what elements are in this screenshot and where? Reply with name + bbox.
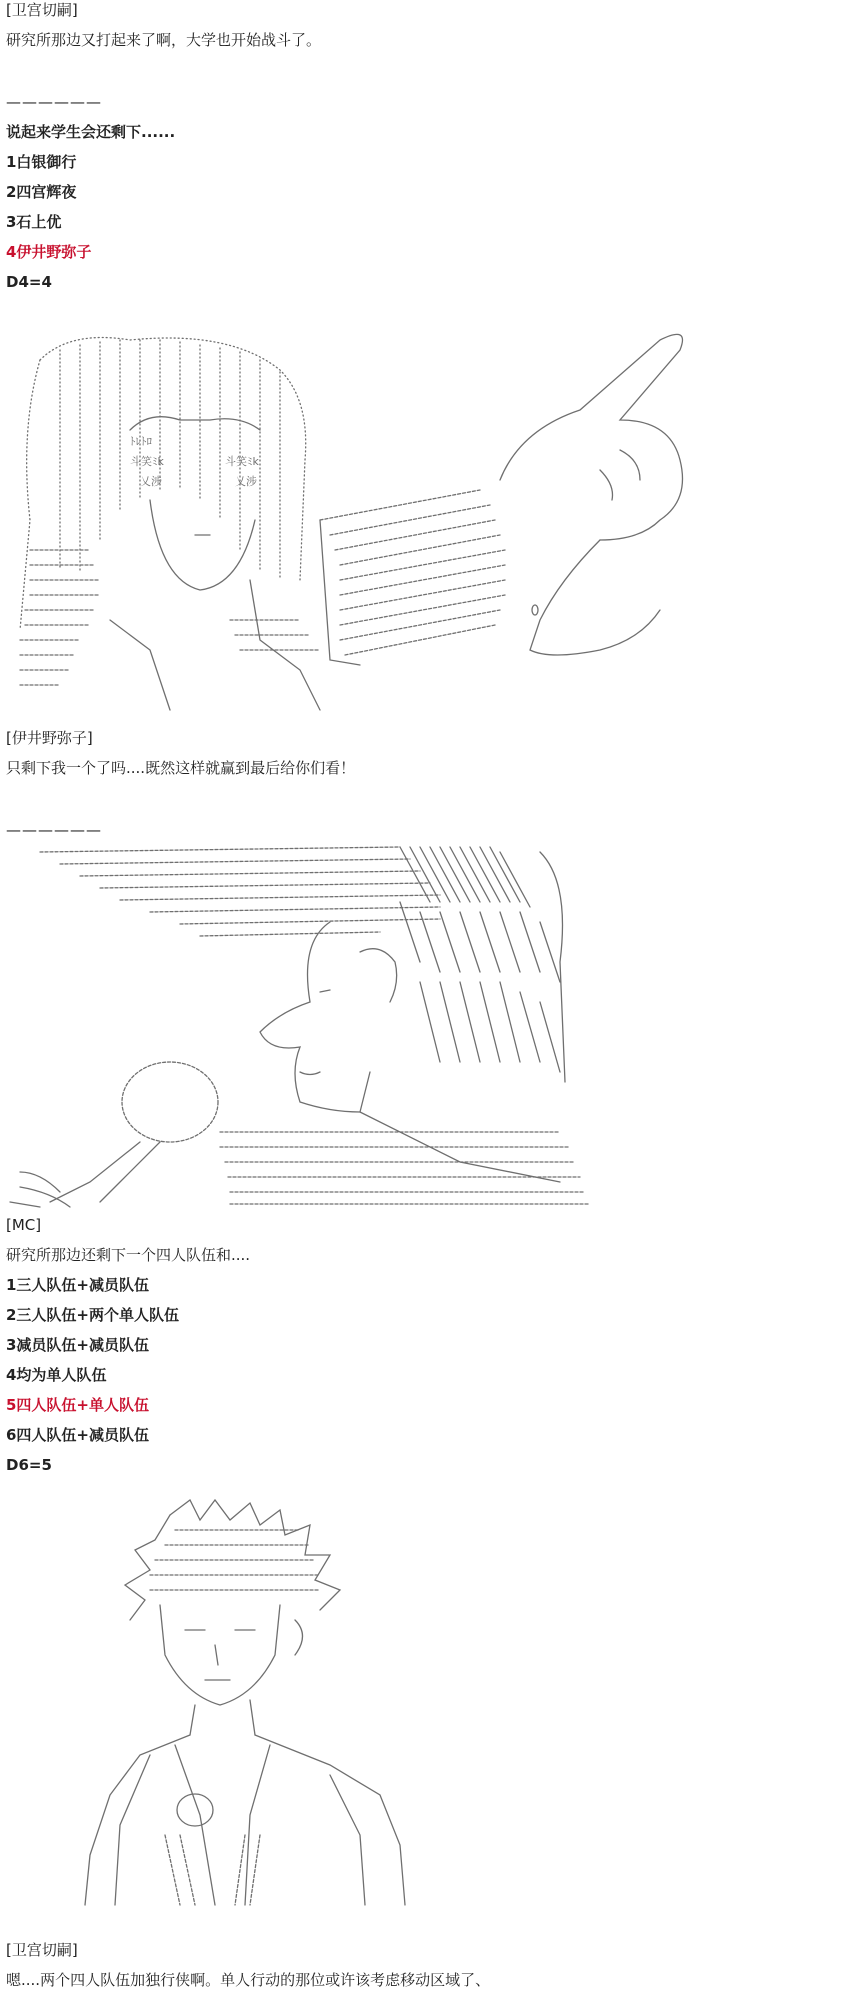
ear-line [295, 1620, 303, 1655]
ascii-art-mic-man [0, 842, 620, 1212]
hand-lower [530, 540, 660, 655]
roll-result: D6=5 [6, 1456, 52, 1474]
roll-option: 4均为单人队伍 [6, 1366, 107, 1384]
neck-lines [190, 1700, 255, 1735]
hair-hatch-top [400, 847, 530, 907]
sleeve-lines [115, 1755, 365, 1905]
roll-option-selected: 4伊井野弥子 [6, 243, 92, 261]
ascii-art-standing-man [0, 1495, 480, 1915]
nose-mouth [205, 1645, 230, 1680]
dialogue-line: 只剩下我一个了吗....既然这样就赢到最后给你们看！ [6, 759, 356, 777]
roll-option: 1白银御行 [6, 153, 77, 171]
face-text-right-eye: 斗笑ﾐk [225, 455, 259, 468]
shoulder-stripes [230, 620, 320, 650]
roll-result: D4=4 [6, 273, 52, 291]
sleeve-edge [320, 520, 360, 665]
pointing-girl-figure [0, 320, 720, 720]
section-divider: —————— [6, 93, 102, 111]
narration-line: 研究所那边还剩下一个四人队伍和.... [6, 1246, 251, 1264]
microphone-handle [50, 1142, 160, 1202]
roll-option: 2四宫辉夜 [6, 183, 77, 201]
dialogue-line: 嗯....两个四人队伍加独行侠啊。单人行动的那位或许该考虑移动区域了、 [6, 1971, 491, 1989]
hair-left-outline [20, 360, 40, 630]
ascii-art-pointing-girl [0, 320, 720, 720]
finger-lines [600, 450, 640, 500]
roll-option: 1三人队伍+减员队伍 [6, 1276, 150, 1294]
ear-line [360, 949, 397, 1002]
speaker-tag: [MC] [6, 1216, 42, 1234]
roll-prompt: 说起来学生会还剩下...... [6, 123, 176, 141]
hair-stripes-left [20, 550, 100, 685]
face-outline [160, 1605, 280, 1705]
face-text-left: ﾄﾚﾄﾛ [130, 435, 152, 448]
hand-lines [10, 1172, 70, 1207]
hair-hatch-low [420, 982, 560, 1072]
roll-option: 3减员队伍+减员队伍 [6, 1336, 150, 1354]
speaker-tag: [卫宫切嗣] [6, 1, 78, 19]
body-stripes [220, 1132, 590, 1204]
roll-option: 3石上优 [6, 213, 62, 231]
speed-lines [40, 847, 440, 936]
roll-option-selected: 5四人队伍+单人队伍 [6, 1396, 150, 1414]
hand-mark [532, 605, 538, 615]
sleeve-stripes [320, 490, 505, 655]
face-text-left-under: 乂涉 [140, 475, 162, 488]
hair-hatch-mid [400, 902, 560, 982]
mic-man-figure [0, 842, 620, 1212]
hair-stripes [150, 1530, 320, 1590]
face-profile [260, 922, 370, 1112]
narration-line: 研究所那边又打起来了啊，大学也开始战斗了。 [6, 31, 322, 49]
hair-spikes-left [125, 1515, 170, 1620]
pointing-hand [500, 334, 683, 540]
face-text-left-eye: 斗笑ﾐk [130, 455, 164, 468]
face-marks [300, 990, 330, 1075]
microphone-head [122, 1062, 218, 1142]
roll-option: 6四人队伍+减员队伍 [6, 1426, 150, 1444]
section-divider: —————— [6, 821, 102, 839]
standing-man-figure [0, 1495, 480, 1915]
speaker-tag: [卫宫切嗣] [6, 1941, 78, 1959]
collar-lines [110, 580, 320, 710]
roll-option: 2三人队伍+两个单人队伍 [6, 1306, 180, 1324]
speaker-tag: [伊井野弥子] [6, 729, 93, 747]
jacket-right [255, 1735, 405, 1905]
face-text-right-under: 乂涉 [235, 475, 257, 488]
hair-spikes-top [170, 1500, 340, 1610]
collar-knot [177, 1794, 213, 1826]
face-outline [150, 500, 255, 590]
